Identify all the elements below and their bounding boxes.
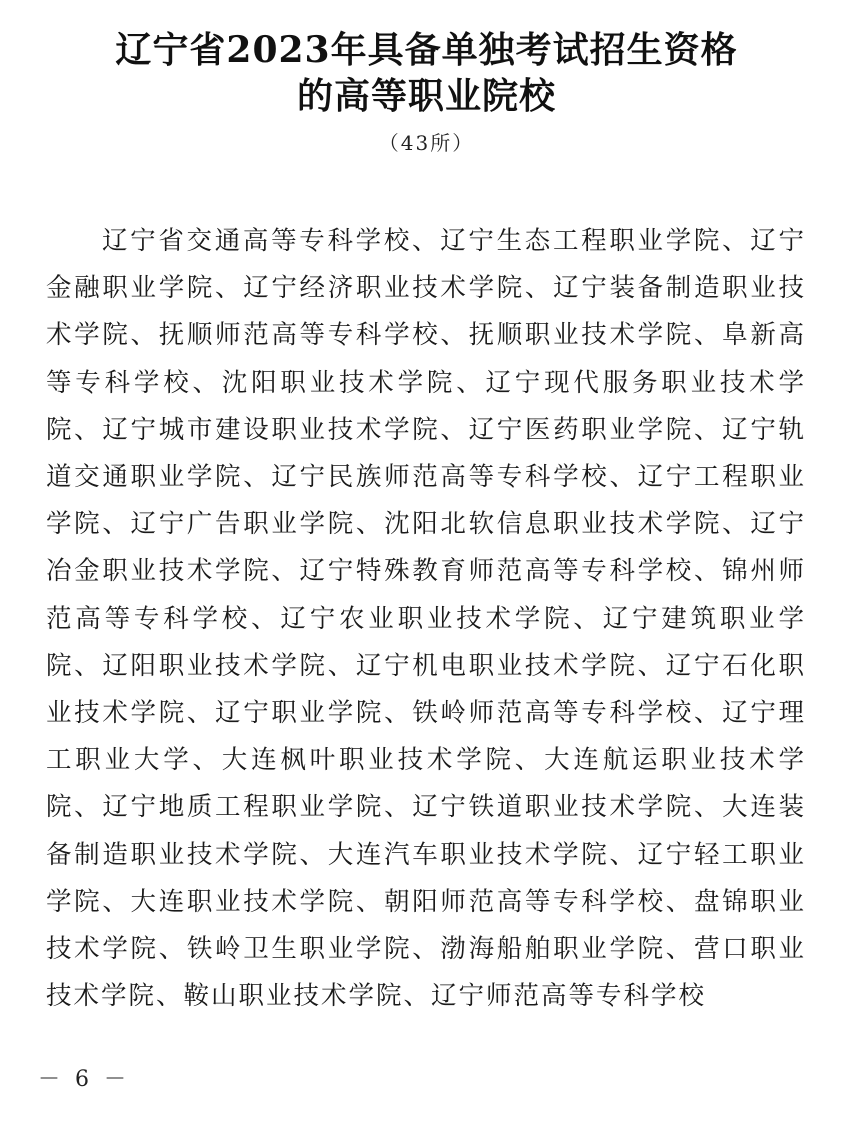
page-number: － 6 － [38,1067,130,1092]
school-list-paragraph: 辽宁省交通高等专科学校、辽宁生态工程职业学院、辽宁金融职业学院、辽宁经济职业技术学院、辽宁装备制造职业技术学院、抚顺师范高等专科学校、抚顺职业技术学院、阜新高等专科学校、沈阳职业技术学院、辽宁现代服务职业技术学院、辽宁城市建设职业技术学院、辽宁医药职业学院、辽宁轨道交通职业学院、辽宁民族师范高等专科学校、辽宁工程职业学院、辽宁广告职业学院、沈阳北软信息职业技术学院、辽宁冶金职业技术学院、辽宁特殊教育师范高等专科学校、锦州师范高等专科学校、辽宁农业职业技术学院、辽宁建筑职业学院、辽阳职业技术学院、辽宁机电职业技术学院、辽宁石化职业技术学院、辽宁职业学院、铁岭师范高等专科学校、辽宁理工职业大学、大连枫叶职业技术学院、大连航运职业技术学院、辽宁地质工程职业学院、辽宁铁道职业技术学院、大连装备制造职业技术学院、大连汽车职业技术学院、辽宁轻工职业学院、大连职业技术学院、朝阳师范高等专科学校、盘锦职业技术学院、铁岭卫生职业学院、渤海船舶职业学院、营口职业技术学院、鞍山职业技术学院、辽宁师范高等专科学校 [46,226,806,1012]
document-title-line-2: 的高等职业院校 [296,75,556,117]
school-count: （43所） [378,131,475,155]
document-title-line-1: 辽宁省2023年具备单独考试招生资格 [115,29,738,71]
